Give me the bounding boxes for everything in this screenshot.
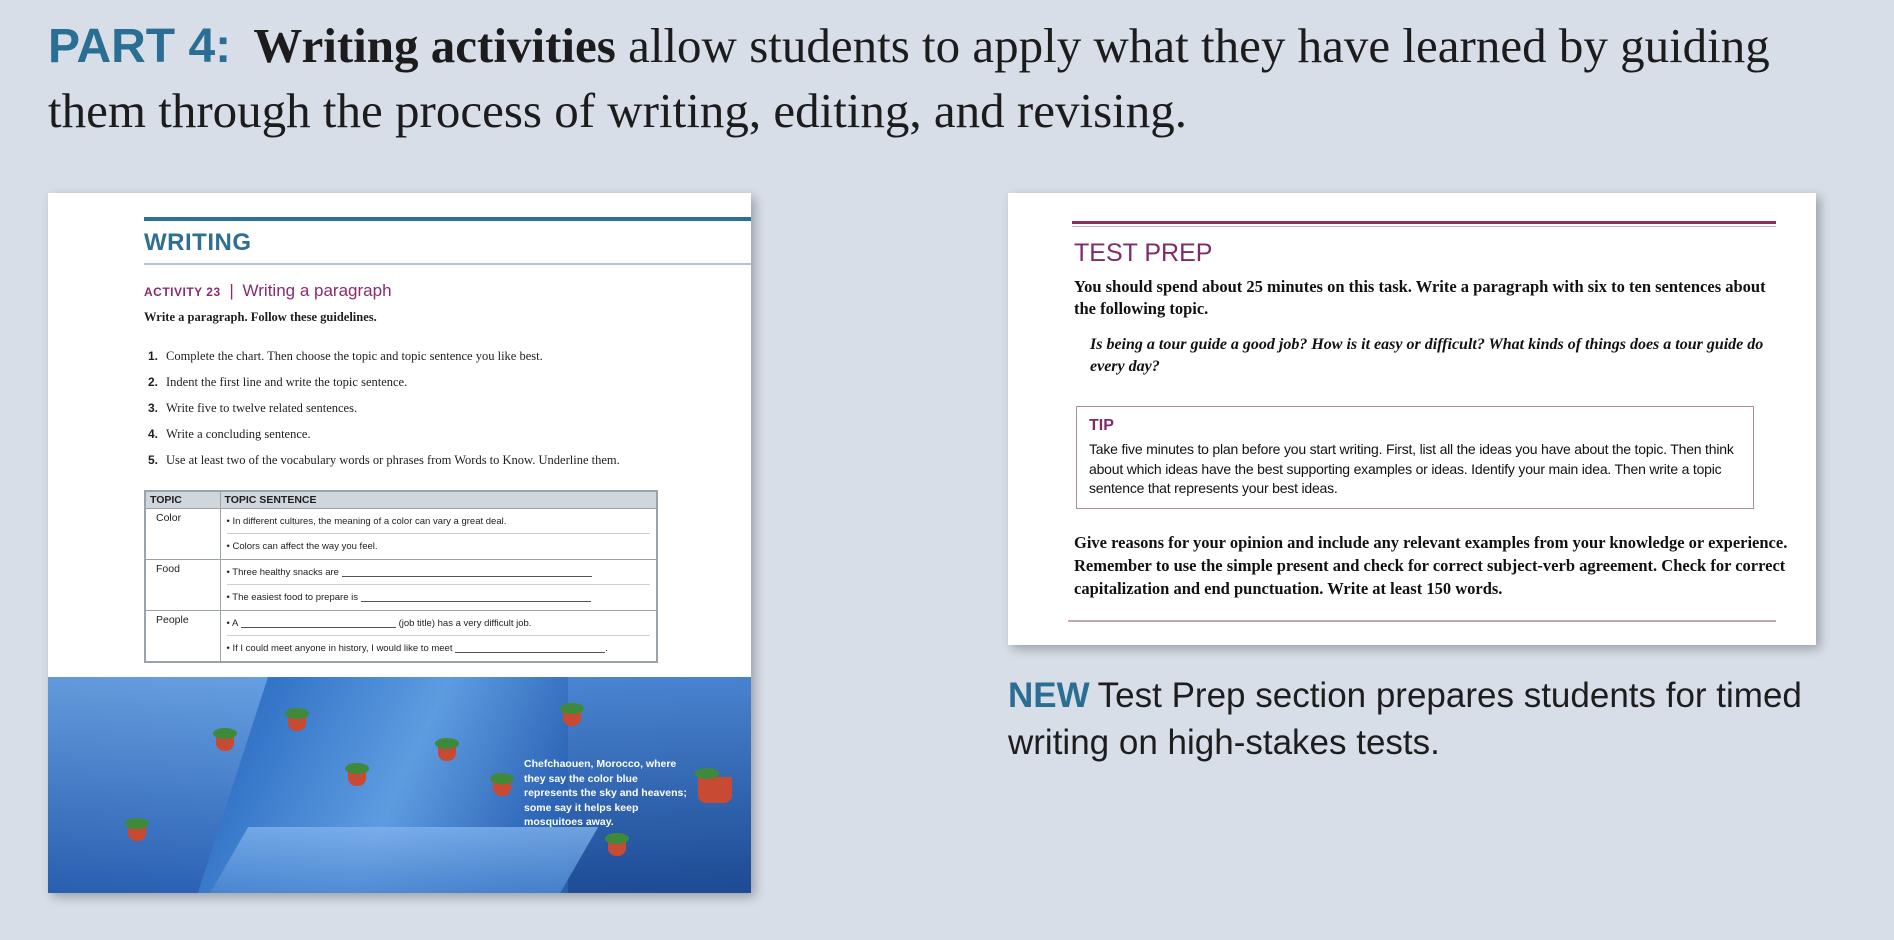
headline-bold-phrase: Writing activities (253, 18, 616, 73)
flower-pot-icon (698, 777, 732, 803)
test-prep-prompt: You should spend about 25 minutes on this task. Write a paragraph with six to ten sentences about the following topic. (1074, 277, 1766, 318)
flower-pot-icon (493, 782, 511, 796)
new-note-text: Test Prep section prepares students for timed writing on high-stakes tests. (1008, 676, 1802, 762)
activity-intro: Write a paragraph. Follow these guidelines. (144, 310, 377, 324)
column-header-topic-sentence: TOPIC SENTENCE (220, 491, 657, 509)
flower-pot-icon (288, 717, 306, 731)
flower-pot-icon (608, 842, 626, 856)
sentence-line: • Colors can affect the way you feel. (226, 541, 378, 552)
photo-caption: Chefchaouen, Morocco, where they say the color blue represents the sky and heavens; some say it helps keep mosquitoes away. (524, 758, 687, 828)
activity-title: Writing a paragraph (242, 281, 392, 300)
sentence-line: • Three healthy snacks are (227, 560, 651, 585)
flower-pot-icon (348, 772, 366, 786)
activity-separator: | (229, 281, 234, 300)
answer-blank (241, 619, 396, 628)
test-prep-question: Is being a tour guide a good job? How is it easy or difficult? What kinds of things does a tour guide do every day? (1090, 336, 1764, 375)
topic-cell: Color (145, 509, 220, 560)
tip-text: Take five minutes to plan before you start writing. First, list all the ideas you have about the topic. Then think about which ideas have the best supporting examples or ideas. Identify your main idea. Then write a topic sentence that represents your best ideas. (1089, 441, 1734, 496)
answer-blank (455, 644, 605, 653)
list-item: 3. Write five to twelve related sentences. (148, 401, 358, 415)
topic-cell: People (145, 611, 220, 663)
new-label: NEW (1008, 676, 1090, 715)
table-header-row (145, 491, 657, 509)
sentence-line: • A (job title) has a very difficult job. (227, 611, 651, 636)
activity-label: ACTIVITY 23 (144, 285, 221, 299)
topic-chart (144, 490, 658, 663)
activity-heading (144, 281, 392, 301)
new-feature-note (1008, 672, 1888, 766)
section-underline (144, 263, 751, 265)
section-title: WRITING (144, 229, 252, 256)
section-rule (144, 217, 751, 221)
topic-cell: Food (145, 560, 220, 611)
answer-blank (342, 568, 592, 577)
test-prep-title: TEST PREP (1074, 239, 1213, 267)
sentence-line: • If I could meet anyone in history, I would like to meet . (226, 643, 608, 654)
headline-rest: allow students to apply what they have learned by guiding them through the process of writing, editing, and revising. (48, 18, 1770, 138)
flower-pot-icon (216, 737, 234, 751)
test-prep-page-sample (1008, 193, 1816, 645)
table-row (145, 560, 657, 611)
table-row (145, 611, 657, 663)
list-item: 1. Complete the chart. Then choose the topic and topic sentence you like best. (148, 349, 543, 363)
answer-blank (361, 593, 591, 602)
section-rule (1072, 221, 1776, 224)
tip-box (1076, 406, 1754, 509)
tip-title: TIP (1089, 417, 1114, 434)
chefchaouen-photo (48, 677, 751, 893)
sentence-line: • In different cultures, the meaning of a color can vary a great deal. (227, 509, 651, 534)
page-headline (48, 14, 1878, 143)
flower-pot-icon (563, 712, 581, 726)
section-bottom-rule (1068, 620, 1776, 622)
flower-pot-icon (438, 747, 456, 761)
section-rule-thin (1072, 226, 1776, 227)
guidelines-list (148, 343, 708, 473)
list-item: 5. Use at least two of the vocabulary words or phrases from Words to Know. Underline them. (148, 453, 620, 467)
part-label: PART 4: (48, 20, 232, 73)
list-item: 4. Write a concluding sentence. (148, 427, 311, 441)
sentence-line: • The easiest food to prepare is (227, 585, 651, 610)
writing-page-sample (48, 193, 751, 893)
test-prep-instructions: Give reasons for your opinion and include any relevant examples from your knowledge or experience. Remember to use the simple present and check for correct subject-verb agreement. Check for correct capitalization and end punctuation. Write at least 150 words. (1074, 533, 1788, 598)
list-item: 2. Indent the first line and write the topic sentence. (148, 375, 408, 389)
flower-pot-icon (128, 827, 146, 841)
column-header-topic: TOPIC (145, 491, 220, 509)
table-row (145, 509, 657, 560)
